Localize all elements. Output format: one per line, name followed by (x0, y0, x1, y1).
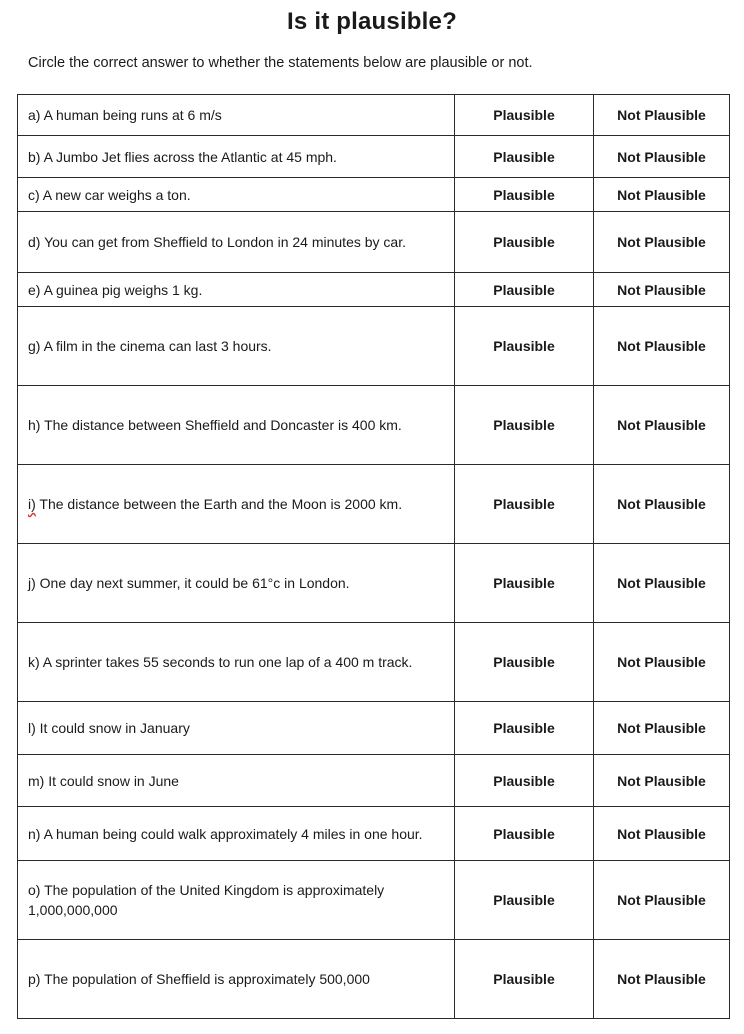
statement-cell: g) A film in the cinema can last 3 hours. (18, 307, 455, 386)
statement-cell: m) It could snow in June (18, 755, 455, 807)
plausible-option[interactable]: Plausible (455, 178, 594, 212)
not-plausible-option[interactable]: Not Plausible (594, 178, 730, 212)
not-plausible-option[interactable]: Not Plausible (594, 623, 730, 702)
not-plausible-option[interactable]: Not Plausible (594, 702, 730, 755)
not-plausible-option[interactable]: Not Plausible (594, 273, 730, 307)
plausible-option[interactable]: Plausible (455, 136, 594, 178)
statement-cell (18, 465, 455, 544)
table-row (18, 212, 730, 273)
plausible-option[interactable]: Plausible (455, 702, 594, 755)
plausible-option[interactable]: Plausible (455, 95, 594, 136)
table-row (18, 544, 730, 623)
table-row (18, 136, 730, 178)
statement-text: The distance between the Earth and the Moon is 2000 km. (35, 496, 403, 512)
table-row (18, 178, 730, 212)
statement-cell: d) You can get from Sheffield to London in 24 minutes by car. (18, 212, 455, 273)
not-plausible-option[interactable]: Not Plausible (594, 136, 730, 178)
table-row (18, 465, 730, 544)
statement-cell: p) The population of Sheffield is approximately 500,000 (18, 940, 455, 1019)
table-row (18, 386, 730, 465)
plausible-option[interactable]: Plausible (455, 807, 594, 861)
statement-cell: h) The distance between Sheffield and Doncaster is 400 km. (18, 386, 455, 465)
instruction-text: Circle the correct answer to whether the statements below are plausible or not. (28, 55, 533, 71)
plausibility-table (17, 94, 730, 1019)
statement-cell: k) A sprinter takes 55 seconds to run one lap of a 400 m track. (18, 623, 455, 702)
table-row (18, 307, 730, 386)
statement-cell: n) A human being could walk approximately 4 miles in one hour. (18, 807, 455, 861)
plausible-option[interactable]: Plausible (455, 755, 594, 807)
plausible-option[interactable]: Plausible (455, 307, 594, 386)
statement-cell: e) A guinea pig weighs 1 kg. (18, 273, 455, 307)
page-title: Is it plausible? (287, 8, 457, 35)
table-row (18, 940, 730, 1019)
plausible-option[interactable]: Plausible (455, 273, 594, 307)
statement-cell: l) It could snow in January (18, 702, 455, 755)
statement-cell: c) A new car weighs a ton. (18, 178, 455, 212)
plausible-option[interactable]: Plausible (455, 623, 594, 702)
not-plausible-option[interactable]: Not Plausible (594, 755, 730, 807)
table-row (18, 273, 730, 307)
plausible-option[interactable]: Plausible (455, 940, 594, 1019)
table-row (18, 755, 730, 807)
not-plausible-option[interactable]: Not Plausible (594, 861, 730, 940)
plausible-option[interactable]: Plausible (455, 544, 594, 623)
not-plausible-option[interactable]: Not Plausible (594, 807, 730, 861)
plausible-option[interactable]: Plausible (455, 386, 594, 465)
not-plausible-option[interactable]: Not Plausible (594, 544, 730, 623)
statement-cell: j) One day next summer, it could be 61°c in London. (18, 544, 455, 623)
not-plausible-option[interactable]: Not Plausible (594, 212, 730, 273)
spellcheck-underlined-prefix: i) (28, 496, 36, 512)
plausible-option[interactable]: Plausible (455, 212, 594, 273)
table-row (18, 702, 730, 755)
not-plausible-option[interactable]: Not Plausible (594, 386, 730, 465)
not-plausible-option[interactable]: Not Plausible (594, 940, 730, 1019)
not-plausible-option[interactable]: Not Plausible (594, 307, 730, 386)
table-row (18, 807, 730, 861)
statement-cell: o) The population of the United Kingdom is approximately 1,000,000,000 (18, 861, 455, 940)
statement-cell: a) A human being runs at 6 m/s (18, 95, 455, 136)
plausible-option[interactable]: Plausible (455, 465, 594, 544)
not-plausible-option[interactable]: Not Plausible (594, 95, 730, 136)
plausible-option[interactable]: Plausible (455, 861, 594, 940)
statement-cell: b) A Jumbo Jet flies across the Atlantic at 45 mph. (18, 136, 455, 178)
table-row (18, 95, 730, 136)
table-row (18, 861, 730, 940)
table-row (18, 623, 730, 702)
not-plausible-option[interactable]: Not Plausible (594, 465, 730, 544)
